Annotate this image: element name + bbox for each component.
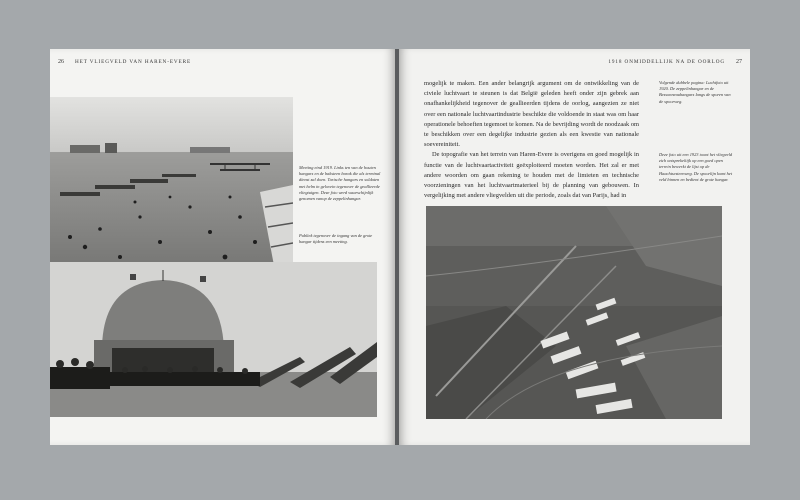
right-running-head: [608, 59, 742, 65]
right-page: [399, 49, 750, 445]
zeppelin-hangar-photo: [50, 262, 377, 417]
left-page: [50, 49, 395, 445]
left-running-head: [58, 59, 191, 65]
right-caption-top: Volgende dubbele pagina: Luchtfoto uit 1920. De zeppelinhangar en de Bessonneauhangars langs de sporen van de spoorweg.: [659, 80, 731, 104]
body-paragraph: mogelijk te maken. Een ander belangrijk argument om de ontwikkeling van de civiele luchtvaart te steunen is dat België geleden heeft onder zijn gebrek aan onafhankelijkheid tegenover de geallieerden tijdens de oorlog, aangezien ze niet over een nationale luchtvaartindustrie beschikte die voldoende in staat was om haar operationele behoeften tegemoet te komen. Na de bevrijding wordt de noodzaak om te beschikken over een degelijke industrie gezien als een kwestie van nationale soevereiniteit.: [424, 80, 639, 149]
left-running-head-title: HET VLIEGVELD VAN HAREN-EVERE: [74, 59, 192, 65]
open-book: [50, 49, 750, 445]
right-folio: 27: [736, 59, 742, 65]
body-text: [424, 79, 639, 201]
left-folio: 26: [58, 59, 64, 65]
right-caption-middle: Deze foto uit een 1923 toont het vliegveld zich ontsprekeltijk op een goed open terrein bewerkt de lijst op de Haachtsesteenweg. De spoorlijn komt het veld binnen en bedient de grote hangar.: [659, 152, 733, 182]
left-caption-top: Meeting eind 1919. Links ten van de houten hangars en de baksteen barak die als terminal dienst zal doen. Tarische hangars en soldaten met helm in gelovein tegenover de geallieerde vliegtuigen. Deze foto werd waarschijnlijk genomen vanop de zeppelinhangar.: [299, 165, 381, 202]
aerial-airfield-photo: [426, 206, 722, 419]
body-paragraph: De topografie van het terrein van Haren-Evere is overigens en goed mogelijk in functie van de luchtvaartactiviteit geëxploiteerd moeten worden. Het zal er met andere woorden om gaan rekening te houden met de limieten en technische voorzieningen van het luchtvaartmaterieel bij de planning van gebouwen. In vergelijking met andere vliegvelden uit die periode, zoals dat van Parijs, had in: [424, 151, 639, 200]
right-running-head-title: 1918 ONMIDDELLIJK NA DE OORLOG: [608, 59, 726, 65]
left-caption-bottom: Publiek tegenover de ingang van de grote hangar tijdens een meeting.: [299, 233, 373, 245]
